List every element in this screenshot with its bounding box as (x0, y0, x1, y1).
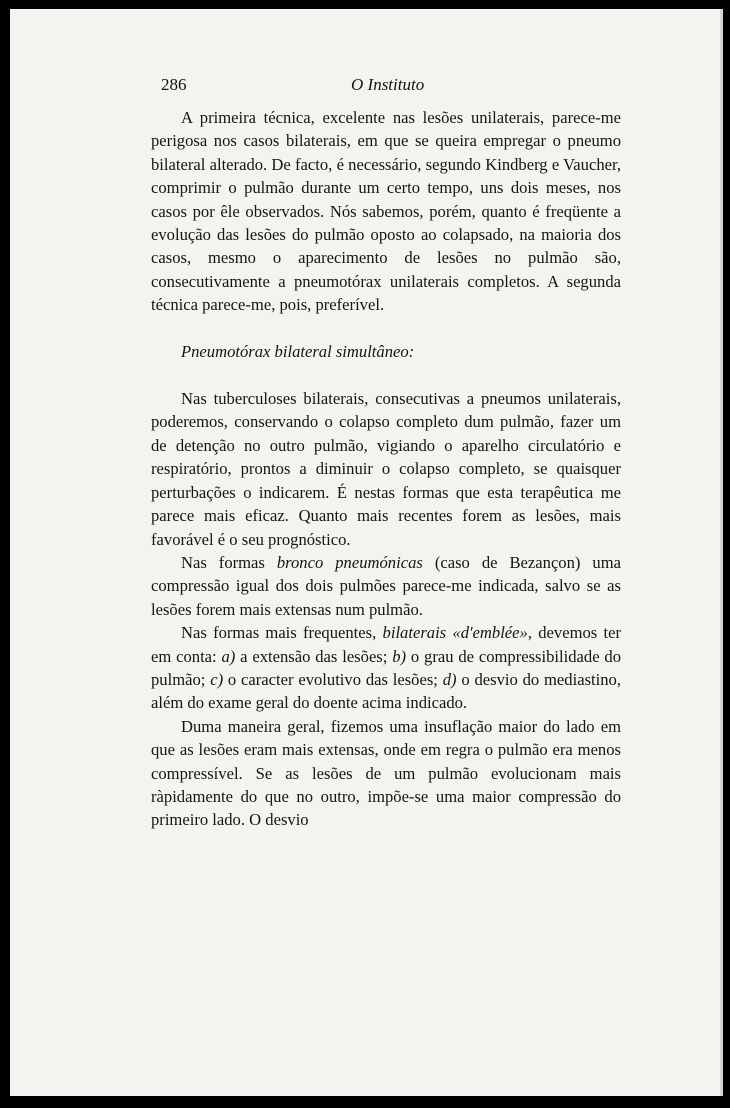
paragraph-3 (151, 551, 621, 621)
body-text (151, 106, 621, 832)
section-heading: Pneumotórax bilateral simultâneo: (181, 341, 415, 361)
item-label-a: a) (221, 646, 236, 666)
paragraph-4-text-e: o caracter evolutivo das lesões; (223, 669, 443, 689)
paragraph-2: Nas tuberculoses bilaterais, consecutivas a pneumos unilaterais, poderemos, conservando o colapso completo dum pulmão, fazer um de detenção no outro pulmão, vigiando o aparelho circulatório e respiratório, prontos a diminuir o colapso completo, se quaisquer perturbações o indicarem. É nestas formas que esta terapêutica me parece mais eficaz. Quanto mais recentes forem as lesões, mais favorável é o seu prognóstico. (151, 389, 621, 549)
item-label-b: b) (392, 646, 407, 666)
page-header (161, 75, 631, 99)
paragraph-3-text-b: (caso de Bezançon) uma compressão igual dos dois pulmões parece-me indicada, salvo se as lesões forem mais extensas num pulmão. (151, 552, 621, 619)
paragraph-5: Duma maneira geral, fizemos uma insuflação maior do lado em que as lesões eram mais extensas, onde em regra o pulmão era menos compressível. Se as lesões de um pulmão evolucionam mais ràpidamente do que no outro, impõe-se uma maior compressão do primeiro lado. O desvio (151, 716, 621, 830)
paragraph-4-text-c: a extensão das lesões; (235, 646, 393, 666)
paragraph-4-text-a: Nas formas mais frequentes, (181, 623, 383, 643)
paragraph-4-italic: bilaterais «d'emblée» (382, 623, 528, 643)
paragraph-1: A primeira técnica, excelente nas lesões unilaterais, parece-me perigosa nos casos bilaterais, em que se queira empregar o pneumo bilateral alterado. De facto, é necessário, segundo Kindberg e Vaucher, comprimir o pulmão durante um certo tempo, uns dois meses, nos casos por êle observados. Nós sabemos, porém, quanto é freqüente a evolução das lesões do pulmão oposto ao colapsado, na maioria dos casos, mesmo o aparecimento de lesões no pulmão são, consecutivamente a pneumotórax unilaterais completos. A segunda técnica parece-me, pois, preferível. (151, 108, 621, 315)
paragraph-4 (151, 621, 621, 715)
item-label-d: d) (442, 669, 457, 689)
paragraph-3-text-a: Nas formas (181, 552, 277, 572)
paragraph-3-italic: bronco pneumónicas (276, 552, 423, 572)
paragraph-4-text-d: o grau de compressibilidade do pulmão; (151, 646, 621, 689)
paragraph-4-text-b: , devemos ter em conta: (151, 623, 622, 666)
page-number: 286 (161, 75, 187, 94)
running-title: O Instituto (351, 75, 425, 94)
item-label-c: c) (210, 669, 224, 689)
paragraph-4-text-f: o desvio do mediastino, além do exame geral do doente acima indicado. (151, 669, 621, 713)
